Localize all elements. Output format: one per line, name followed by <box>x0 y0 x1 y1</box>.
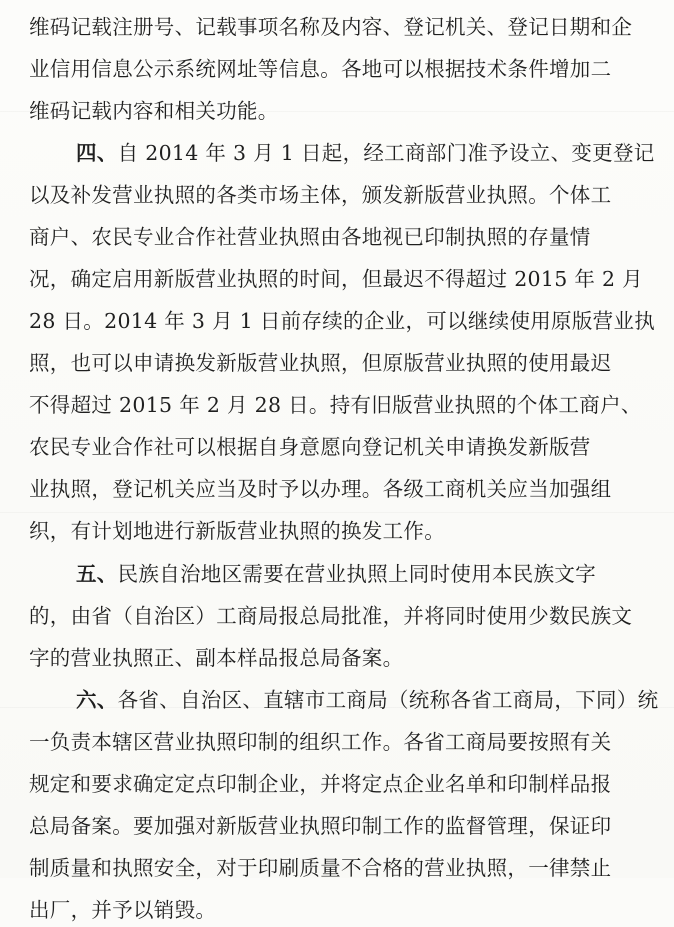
text-line: 农民专业合作社可以根据自身意愿向登记机关申请换发新版营 <box>29 435 591 459</box>
text-line: 维码记载注册号、记载事项名称及内容、登记机关、登记日期和企 <box>29 15 633 39</box>
section-five-text: 民族自治地区需要在营业执照上同时使用本民族文字 <box>117 562 597 586</box>
text-line: 规定和要求确定定点印制企业，并将定点企业名单和印制样品报 <box>29 772 612 796</box>
section-six-text: 各省、自治区、直辖市工商局（统称各省工商局，下同）统 <box>117 688 659 712</box>
text-line: 况，确定启用新版营业执照的时间，但最迟不得超过 2015 年 2 月 <box>29 267 643 291</box>
text-line: 商户、农民专业合作社营业执照由各地视已印制执照的存量情 <box>29 225 591 249</box>
text-line: 28 日。2014 年 3 月 1 日前存续的企业，可以继续使用原版营业执 <box>29 309 656 333</box>
text-line: 出厂，并予以销毁。 <box>29 898 217 922</box>
section-four-heading <box>76 136 655 170</box>
text-line: 业信用信息公示系统网址等信息。各地可以根据技术条件增加二 <box>29 57 612 81</box>
text-line: 的，由省（自治区）工商局报总局批准，并将同时使用少数民族文 <box>29 604 633 628</box>
text-line: 一负责本辖区营业执照印制的组织工作。各省工商局要按照有关 <box>29 730 612 754</box>
section-six-heading <box>76 683 658 717</box>
text-line: 总局备案。要加强对新版营业执照印制工作的监督管理，保证印 <box>29 814 612 838</box>
section-number: 四、 <box>76 141 118 165</box>
text-line: 字的营业执照正、副本样品报总局备案。 <box>29 646 404 670</box>
text-line: 照，也可以申请换发新版营业执照，但原版营业执照的使用最迟 <box>29 351 612 375</box>
section-number: 五、 <box>76 562 118 586</box>
section-four-text: 自 2014 年 3 月 1 日起，经工商部门准予设立、变更登记 <box>117 141 655 165</box>
text-line: 维码记载内容和相关功能。 <box>29 99 279 123</box>
text-line: 业执照，登记机关应当及时予以办理。各级工商机关应当加强组 <box>29 477 612 501</box>
text-line: 以及补发营业执照的各类市场主体，颁发新版营业执照。个体工 <box>29 183 612 207</box>
text-line: 织，有计划地进行新版营业执照的换发工作。 <box>29 519 445 543</box>
section-number: 六、 <box>76 688 118 712</box>
text-line: 不得超过 2015 年 2 月 28 日。持有旧版营业执照的个体工商户、 <box>29 393 642 417</box>
text-line: 制质量和执照安全，对于印刷质量不合格的营业执照，一律禁止 <box>29 856 612 880</box>
section-five-heading <box>76 557 596 591</box>
